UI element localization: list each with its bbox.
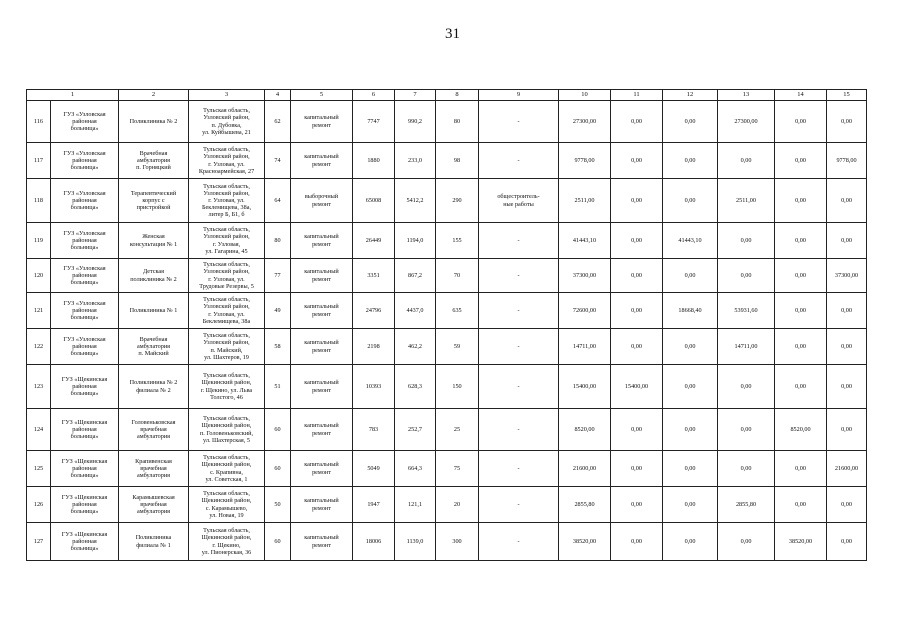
row-number: 123 — [27, 365, 51, 409]
amount-col-15: 0,00 — [827, 523, 867, 561]
amount-col-11: 0,00 — [611, 487, 663, 523]
facility-name: Врачебная амбулатория п. Майский — [119, 329, 189, 365]
column-header: 15 — [827, 90, 867, 101]
column-header: 14 — [775, 90, 827, 101]
column-6-value: 7747 — [353, 101, 395, 143]
amount-col-14: 0,00 — [775, 143, 827, 179]
amount-col-13: 2511,00 — [718, 179, 775, 223]
total-amount: 15400,00 — [559, 365, 611, 409]
facility-address: Тульская область, Щекинский район, г. Щекино, ул. Пионерская, 36 — [189, 523, 265, 561]
work-description: - — [479, 259, 559, 293]
owner-organization: ГУЗ «Узловская районная больница» — [51, 143, 119, 179]
column-header: 9 — [479, 90, 559, 101]
amount-col-12: 0,00 — [663, 179, 718, 223]
work-type: капитальный ремонт — [291, 101, 353, 143]
table-row — [27, 293, 867, 329]
work-description: - — [479, 101, 559, 143]
column-8-value: 75 — [436, 451, 479, 487]
amount-col-14: 0,00 — [775, 451, 827, 487]
column-7-value: 1139,0 — [395, 523, 436, 561]
owner-organization: ГУЗ «Щекинская районная больница» — [51, 487, 119, 523]
table-row — [27, 179, 867, 223]
column-7-value: 664,3 — [395, 451, 436, 487]
column-8-value: 635 — [436, 293, 479, 329]
row-number: 116 — [27, 101, 51, 143]
total-amount: 9778,00 — [559, 143, 611, 179]
column-8-value: 155 — [436, 223, 479, 259]
total-amount: 27300,00 — [559, 101, 611, 143]
table-row — [27, 329, 867, 365]
facility-name: Терапевтический корпус с пристройкой — [119, 179, 189, 223]
total-amount: 37300,00 — [559, 259, 611, 293]
work-description: - — [479, 487, 559, 523]
row-number: 119 — [27, 223, 51, 259]
column-7-value: 462,2 — [395, 329, 436, 365]
owner-organization: ГУЗ «Щекинская районная больница» — [51, 451, 119, 487]
amount-col-15: 0,00 — [827, 487, 867, 523]
column-6-value: 65008 — [353, 179, 395, 223]
amount-col-13: 2855,80 — [718, 487, 775, 523]
column-7-value: 4437,0 — [395, 293, 436, 329]
owner-organization: ГУЗ «Щекинская районная больница» — [51, 409, 119, 451]
column-header: 10 — [559, 90, 611, 101]
amount-col-15: 9778,00 — [827, 143, 867, 179]
column-header: 12 — [663, 90, 718, 101]
facility-address: Тульская область, Узловский район, п. Дубовка, ул. Куйбышева, 21 — [189, 101, 265, 143]
total-amount: 14711,00 — [559, 329, 611, 365]
column-4-value: 64 — [265, 179, 291, 223]
amount-col-12: 0,00 — [663, 143, 718, 179]
amount-col-11: 15400,00 — [611, 365, 663, 409]
work-type: капитальный ремонт — [291, 223, 353, 259]
column-4-value: 80 — [265, 223, 291, 259]
work-type: капитальный ремонт — [291, 143, 353, 179]
amount-col-15: 0,00 — [827, 179, 867, 223]
column-7-value: 1194,0 — [395, 223, 436, 259]
total-amount: 72600,00 — [559, 293, 611, 329]
column-8-value: 150 — [436, 365, 479, 409]
column-header: 3 — [189, 90, 265, 101]
work-type: капитальный ремонт — [291, 293, 353, 329]
column-7-value: 867,2 — [395, 259, 436, 293]
facility-name: Поликлиника филиала № 1 — [119, 523, 189, 561]
facility-name: Головеньковская врачебная амбулатория — [119, 409, 189, 451]
amount-col-13: 0,00 — [718, 143, 775, 179]
column-6-value: 26449 — [353, 223, 395, 259]
owner-organization: ГУЗ «Узловская районная больница» — [51, 293, 119, 329]
amount-col-14: 0,00 — [775, 259, 827, 293]
row-number: 121 — [27, 293, 51, 329]
amount-col-13: 0,00 — [718, 451, 775, 487]
amount-col-13: 0,00 — [718, 223, 775, 259]
page-number: 31 — [445, 26, 460, 42]
total-amount: 41443,10 — [559, 223, 611, 259]
amount-col-13: 27300,00 — [718, 101, 775, 143]
work-type: капитальный ремонт — [291, 365, 353, 409]
column-4-value: 58 — [265, 329, 291, 365]
amount-col-11: 0,00 — [611, 143, 663, 179]
row-number: 127 — [27, 523, 51, 561]
column-header: 11 — [611, 90, 663, 101]
facility-address: Тульская область, Узловский район, г. Узловая, ул. Беклемищева, 38а, литер Б, Б1, б — [189, 179, 265, 223]
column-8-value: 290 — [436, 179, 479, 223]
amount-col-15: 0,00 — [827, 365, 867, 409]
work-description: - — [479, 451, 559, 487]
row-number: 117 — [27, 143, 51, 179]
column-header: 2 — [119, 90, 189, 101]
table-row — [27, 223, 867, 259]
column-7-value: 121,1 — [395, 487, 436, 523]
row-number: 124 — [27, 409, 51, 451]
amount-col-14: 0,00 — [775, 223, 827, 259]
column-8-value: 20 — [436, 487, 479, 523]
column-7-value: 233,0 — [395, 143, 436, 179]
owner-organization: ГУЗ «Щекинская районная больница» — [51, 523, 119, 561]
work-description: общестроитель- ные работы — [479, 179, 559, 223]
amount-col-11: 0,00 — [611, 223, 663, 259]
column-7-value: 990,2 — [395, 101, 436, 143]
work-type: капитальный ремонт — [291, 523, 353, 561]
work-description: - — [479, 223, 559, 259]
amount-col-12: 0,00 — [663, 451, 718, 487]
column-7-value: 5412,2 — [395, 179, 436, 223]
work-description: - — [479, 409, 559, 451]
amount-col-14: 0,00 — [775, 293, 827, 329]
column-6-value: 2198 — [353, 329, 395, 365]
table-row — [27, 259, 867, 293]
column-header: 8 — [436, 90, 479, 101]
amount-col-12: 0,00 — [663, 101, 718, 143]
amount-col-11: 0,00 — [611, 259, 663, 293]
column-6-value: 10393 — [353, 365, 395, 409]
column-4-value: 60 — [265, 409, 291, 451]
facilities-table — [26, 89, 867, 561]
column-4-value: 50 — [265, 487, 291, 523]
amount-col-13: 0,00 — [718, 409, 775, 451]
column-header: 6 — [353, 90, 395, 101]
column-header: 7 — [395, 90, 436, 101]
column-header: 4 — [265, 90, 291, 101]
column-6-value: 5049 — [353, 451, 395, 487]
work-type: капитальный ремонт — [291, 409, 353, 451]
table-row — [27, 101, 867, 143]
table-row — [27, 451, 867, 487]
amount-col-14: 0,00 — [775, 179, 827, 223]
amount-col-11: 0,00 — [611, 329, 663, 365]
work-type: выборочный ремонт — [291, 179, 353, 223]
amount-col-14: 0,00 — [775, 487, 827, 523]
facility-name: Крапивенская врачебная амбулатория — [119, 451, 189, 487]
column-4-value: 49 — [265, 293, 291, 329]
table-row — [27, 143, 867, 179]
table-row — [27, 409, 867, 451]
work-description: - — [479, 523, 559, 561]
column-4-value: 77 — [265, 259, 291, 293]
row-number: 122 — [27, 329, 51, 365]
work-type: капитальный ремонт — [291, 487, 353, 523]
column-number-row — [27, 90, 867, 101]
facility-address: Тульская область, Щекинский район, п. Головеньковский, ул. Шахтерская, 5 — [189, 409, 265, 451]
column-4-value: 60 — [265, 451, 291, 487]
amount-col-12: 0,00 — [663, 259, 718, 293]
table-row — [27, 365, 867, 409]
column-header: 1 — [27, 90, 119, 101]
facility-name: Женская консультация № 1 — [119, 223, 189, 259]
column-header: 5 — [291, 90, 353, 101]
work-description: - — [479, 329, 559, 365]
column-4-value: 60 — [265, 523, 291, 561]
amount-col-13: 0,00 — [718, 259, 775, 293]
column-8-value: 300 — [436, 523, 479, 561]
column-6-value: 1880 — [353, 143, 395, 179]
column-8-value: 25 — [436, 409, 479, 451]
amount-col-15: 21600,00 — [827, 451, 867, 487]
facility-name: Карамышевская врачебная амбулатория — [119, 487, 189, 523]
amount-col-11: 0,00 — [611, 523, 663, 561]
amount-col-12: 18668,40 — [663, 293, 718, 329]
work-type: капитальный ремонт — [291, 329, 353, 365]
amount-col-12: 41443,10 — [663, 223, 718, 259]
amount-col-15: 0,00 — [827, 293, 867, 329]
facility-address: Тульская область, Щекинский район, с. Крапивна, ул. Советская, 1 — [189, 451, 265, 487]
owner-organization: ГУЗ «Щекинская районная больница» — [51, 365, 119, 409]
amount-col-15: 0,00 — [827, 101, 867, 143]
column-7-value: 628,3 — [395, 365, 436, 409]
table-row — [27, 523, 867, 561]
amount-col-13: 14711,00 — [718, 329, 775, 365]
amount-col-15: 0,00 — [827, 409, 867, 451]
facility-address: Тульская область, Узловский район, г. Узловая, ул. Красноармейская, 27 — [189, 143, 265, 179]
facility-name: Поликлиника № 2 филиала № 2 — [119, 365, 189, 409]
facility-name: Поликлиника № 2 — [119, 101, 189, 143]
amount-col-14: 8520,00 — [775, 409, 827, 451]
amount-col-11: 0,00 — [611, 451, 663, 487]
column-6-value: 18006 — [353, 523, 395, 561]
amount-col-12: 0,00 — [663, 487, 718, 523]
amount-col-14: 38520,00 — [775, 523, 827, 561]
column-8-value: 70 — [436, 259, 479, 293]
facility-address: Тульская область, Узловский район, г. Узловая, ул. Гагарина, 45 — [189, 223, 265, 259]
facility-address: Тульская область, Узловский район, г. Узловая, ул. Беклемищева, 38а — [189, 293, 265, 329]
amount-col-14: 0,00 — [775, 329, 827, 365]
amount-col-12: 0,00 — [663, 523, 718, 561]
total-amount: 38520,00 — [559, 523, 611, 561]
total-amount: 2511,00 — [559, 179, 611, 223]
table-row — [27, 487, 867, 523]
amount-col-14: 0,00 — [775, 101, 827, 143]
work-description: - — [479, 143, 559, 179]
amount-col-12: 0,00 — [663, 365, 718, 409]
facility-name: Детская поликлиника № 2 — [119, 259, 189, 293]
column-7-value: 252,7 — [395, 409, 436, 451]
column-8-value: 80 — [436, 101, 479, 143]
column-6-value: 1947 — [353, 487, 395, 523]
column-4-value: 62 — [265, 101, 291, 143]
amount-col-12: 0,00 — [663, 329, 718, 365]
column-6-value: 3351 — [353, 259, 395, 293]
amount-col-11: 0,00 — [611, 101, 663, 143]
amount-col-11: 0,00 — [611, 293, 663, 329]
owner-organization: ГУЗ «Узловская районная больница» — [51, 329, 119, 365]
facility-address: Тульская область, Щекинский район, г. Щекино, ул. Льва Толстого, 46 — [189, 365, 265, 409]
row-number: 118 — [27, 179, 51, 223]
row-number: 126 — [27, 487, 51, 523]
amount-col-14: 0,00 — [775, 365, 827, 409]
owner-organization: ГУЗ «Узловская районная больница» — [51, 101, 119, 143]
work-description: - — [479, 365, 559, 409]
column-4-value: 74 — [265, 143, 291, 179]
column-8-value: 59 — [436, 329, 479, 365]
work-type: капитальный ремонт — [291, 451, 353, 487]
owner-organization: ГУЗ «Узловская районная больница» — [51, 259, 119, 293]
total-amount: 8520,00 — [559, 409, 611, 451]
facility-address: Тульская область, Узловский район, п. Майский, ул. Шахтеров, 19 — [189, 329, 265, 365]
amount-col-11: 0,00 — [611, 179, 663, 223]
column-header: 13 — [718, 90, 775, 101]
amount-col-15: 0,00 — [827, 329, 867, 365]
row-number: 125 — [27, 451, 51, 487]
facility-name: Поликлиника № 1 — [119, 293, 189, 329]
row-number: 120 — [27, 259, 51, 293]
column-4-value: 51 — [265, 365, 291, 409]
amount-col-13: 0,00 — [718, 523, 775, 561]
owner-organization: ГУЗ «Узловская районная больница» — [51, 179, 119, 223]
amount-col-11: 0,00 — [611, 409, 663, 451]
amount-col-12: 0,00 — [663, 409, 718, 451]
amount-col-13: 53931,60 — [718, 293, 775, 329]
facility-address: Тульская область, Узловский район, г. Узловая, ул. Трудовые Резервы, 5 — [189, 259, 265, 293]
column-6-value: 783 — [353, 409, 395, 451]
work-type: капитальный ремонт — [291, 259, 353, 293]
total-amount: 2855,80 — [559, 487, 611, 523]
total-amount: 21600,00 — [559, 451, 611, 487]
column-6-value: 24796 — [353, 293, 395, 329]
amount-col-13: 0,00 — [718, 365, 775, 409]
facility-name: Врачебная амбулатория п. Горняцкий — [119, 143, 189, 179]
owner-organization: ГУЗ «Узловская районная больница» — [51, 223, 119, 259]
column-8-value: 98 — [436, 143, 479, 179]
amount-col-15: 0,00 — [827, 223, 867, 259]
amount-col-15: 37300,00 — [827, 259, 867, 293]
facility-address: Тульская область, Щекинский район, с. Карамышево, ул. Новая, 19 — [189, 487, 265, 523]
work-description: - — [479, 293, 559, 329]
